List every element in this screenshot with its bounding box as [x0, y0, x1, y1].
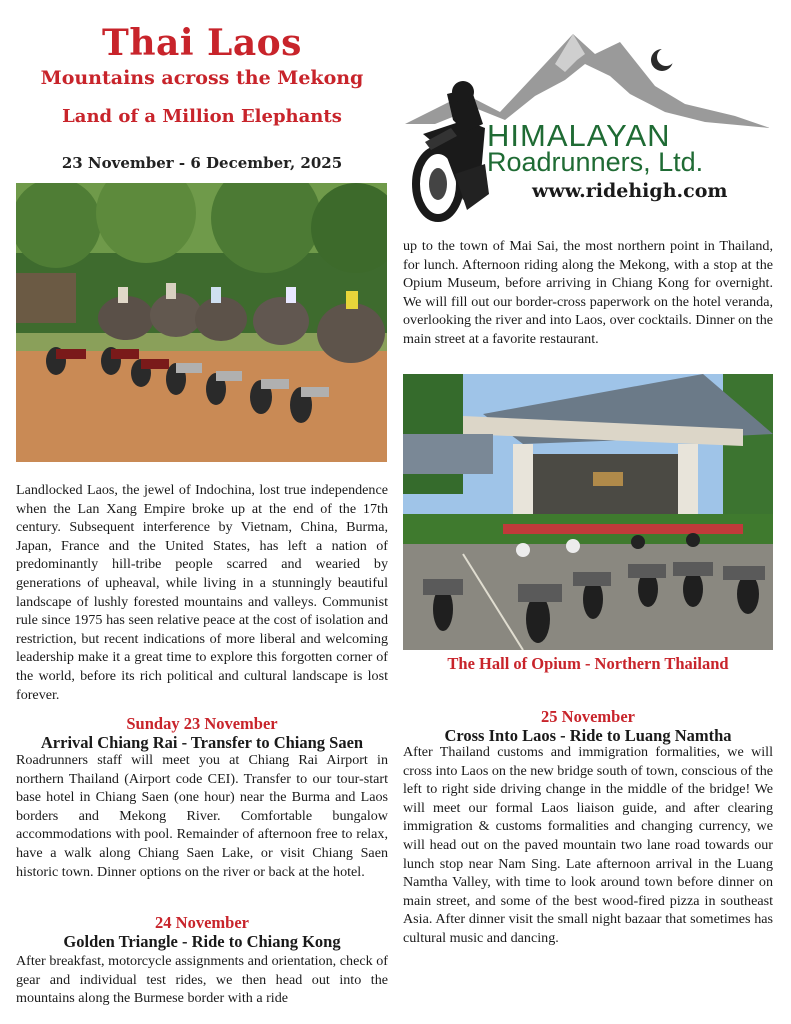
brochure-tagline: Land of a Million Elephants — [62, 106, 342, 127]
elephants-motorcycles-photo — [16, 183, 387, 462]
day-3-body: After Thailand customs and immigration formalities, we will cross into Laos on the new bridge south of town, conscious of the left to right side driving change in the middle of the bridge! We will meet our formal Laos liaison guide, and after clearing immigration & customs formalities and changing currency, we will head out on the paved mountain two lane road towards our lunch stop near Nam Sing. Late afternoon arrival in the Luang Namtha Valley, with time to look around town before dinner on main street, and some of the best wood-fired pizza in southeast Asia. After dinner visit the small night bazaar that sometimes has cultural music and dancing. — [403, 744, 773, 946]
photo-caption: The Hall of Opium - Northern Thailand — [447, 654, 729, 673]
tour-dates: 23 November - 6 December, 2025 — [61, 154, 343, 172]
day-2-body: After breakfast, motorcycle assignments and orientation, check of gear and individual test rides, we then head out into the mountains along the Burmese border with a ride — [16, 953, 388, 1007]
brochure-title: Thai Laos — [102, 22, 302, 64]
intro-paragraph: Landlocked Laos, the jewel of Indochina, lost true independence when the Lan Xang Empire broke up at the end of the 17th century. Subsequent interference by Vietnam, China, Burma, Japan, France and the United States, has left a nation of predominantly hill-tribe people scarred and wearied by generations of upheaval, while living in a stunningly beautiful landscape of lushly forested mountains and valleys. Communist rule since 1975 has seen relative peace at the cost of isolation and restriction, but recent indications of more liberal and welcoming leadership make it a great time to explore this forgotten corner of the world, before its rich political and cultural landscape is lost forever. — [16, 482, 388, 703]
continued-paragraph: up to the town of Mai Sai, the most northern point in Thailand, for lunch. Afternoon riding along the Mekong, with a stop at the Opium Museum, before arriving in Chiang Kong for overnight. We will fill out our border-cross paperwork on the hotel veranda, overlooking the river and into Laos, over cocktails. Dinner on the main street at a favorite restaurant. — [403, 238, 773, 347]
day-1-body: Roadrunners staff will meet you at Chiang Rai Airport in northern Thailand (Airport code CEI). Transfer to our tour-start base hotel in Chiang Saen (one hour) near the Burma and Laos borders and Mekong River. Comfortable bungalow accommodations with pool. Remainder of afternoon free to relax, have a walk along Chiang Saen Lake, or visit Chiang Saen historic town. Dinner options on the river or back at the hotel. — [16, 752, 388, 880]
company-name-line1: HIMALAYAN — [487, 118, 671, 153]
day-1-date: Sunday 23 November — [126, 714, 278, 733]
day-1-title: Arrival Chiang Rai - Transfer to Chiang Saen — [40, 733, 364, 752]
day-3-date: 25 November — [541, 707, 635, 726]
company-name-line2: Roadrunners, Ltd. — [487, 147, 704, 177]
company-website-link[interactable]: www.ridehigh.com — [532, 180, 728, 202]
day-3-title: Cross Into Laos - Ride to Luang Namtha — [444, 726, 732, 745]
day-2-title: Golden Triangle - Ride to Chiang Kong — [63, 932, 341, 951]
day-2-date: 24 November — [155, 913, 249, 932]
brochure-subtitle: Mountains across the Mekong — [40, 67, 364, 89]
hall-of-opium-photo — [403, 374, 773, 650]
